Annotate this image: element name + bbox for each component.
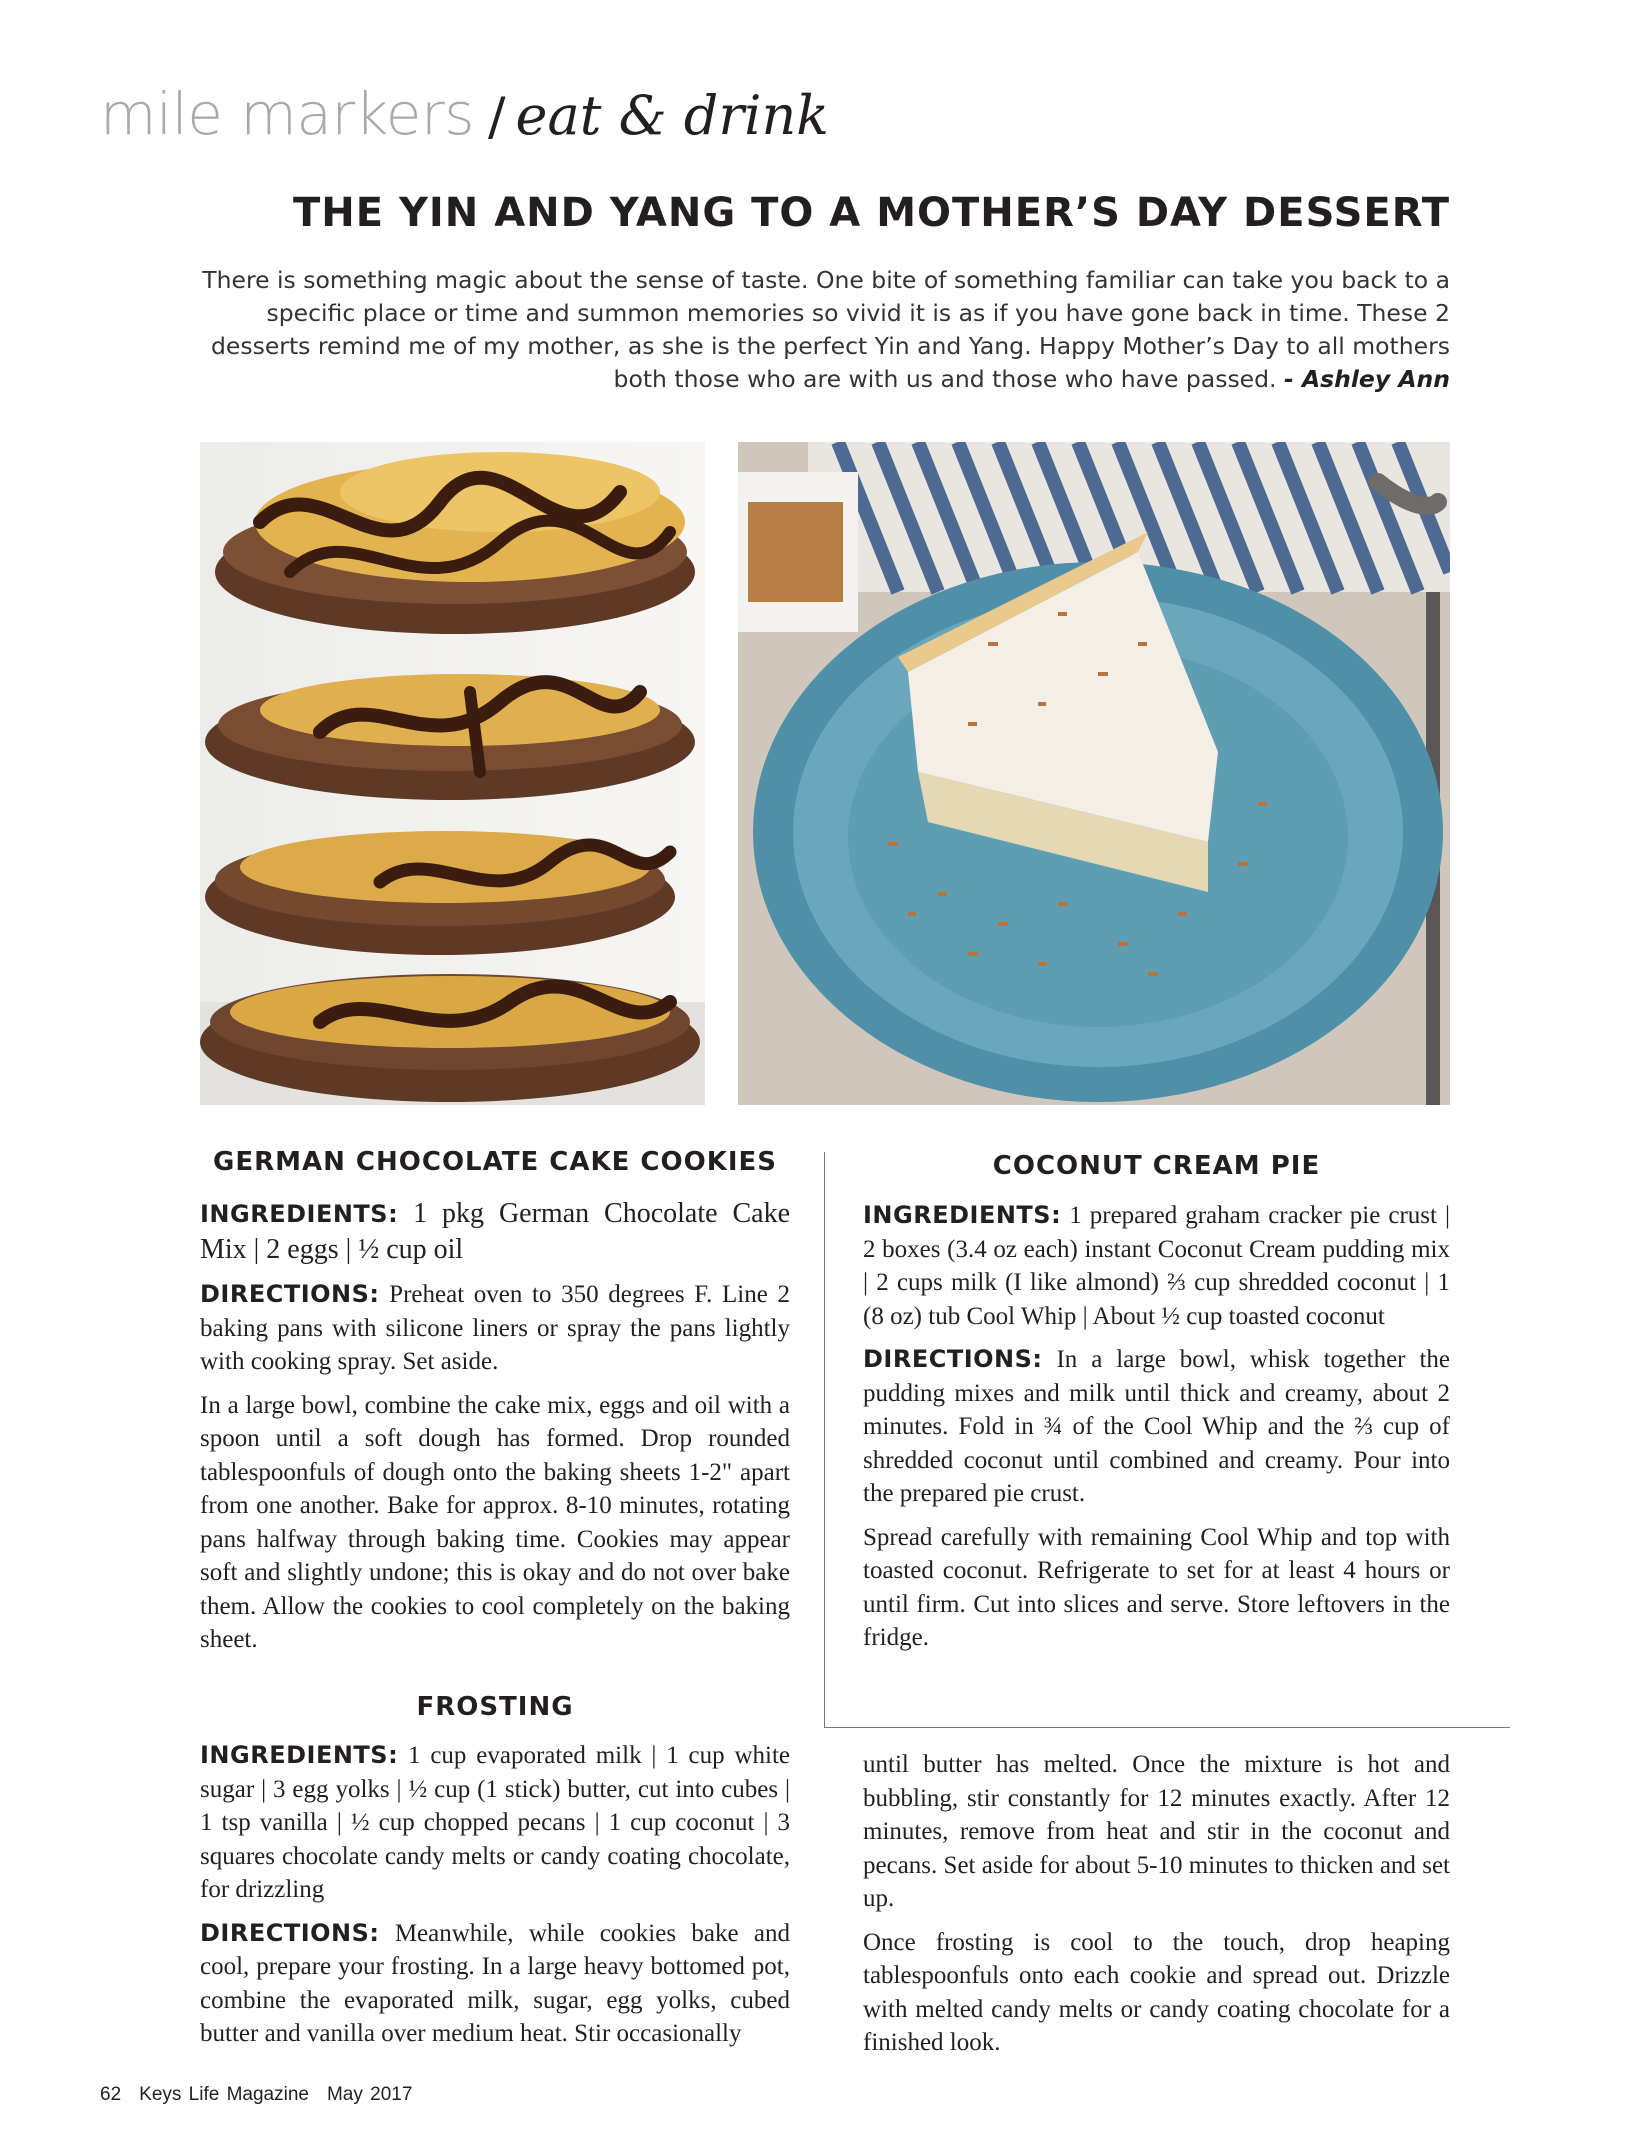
directions-label: DIRECTIONS: bbox=[200, 1280, 380, 1308]
cookie-stack-photo bbox=[200, 442, 705, 1105]
recipe-right-paragraph: Spread carefully with remaining Cool Whip and top with toasted coconut. Refrigerate to set for at least 4 hours or until firm. Cut into slices and serve. Store leftovers in the fridge. bbox=[863, 1523, 1450, 1651]
article-title: THE YIN AND YANG TO A MOTHER’S DAY DESSERT bbox=[292, 190, 1450, 236]
coconut-cream-pie-photo bbox=[738, 442, 1450, 1105]
frosting-finish-text: Once frosting is cool to the touch, drop heaping tablespoonfuls onto each cookie and spread out. Drizzle with melted candy melts or candy coating chocolate for a finished look. bbox=[863, 1928, 1450, 2056]
recipe-left-paragraph: In a large bowl, combine the cake mix, eggs and oil with a spoon until a soft dough has formed. Drop rounded tablespoonfuls of dough onto the baking sheets 1-2" apart from one another. Bake for approx. 8-10 minutes, rotating pans halfway through baking time. Cookies may appear soft and slightly undone; this is okay and do not over bake them. Allow the cookies to cool completely on the baking sheet. bbox=[200, 1391, 790, 1653]
recipe-right-title: COCONUT CREAM PIE bbox=[992, 1151, 1321, 1181]
cookie-stack-illustration bbox=[200, 442, 705, 1105]
column-divider bbox=[824, 1152, 825, 1728]
recipe-right-directions bbox=[863, 1343, 1450, 1511]
directions-label: DIRECTIONS: bbox=[200, 1918, 380, 1947]
frosting-continued bbox=[863, 1748, 1450, 2070]
article-author: - Ashley Ann bbox=[1284, 365, 1450, 393]
frosting-continued-text: until butter has melted. Once the mixture is hot and bubbling, stir constantly for 12 minutes exactly. After 12 minutes, remove from heat and stir in the coconut and pecans. Set aside for about 5-10 minutes to thicken and set up. bbox=[863, 1751, 1450, 1912]
issue-date: May 2017 bbox=[326, 2084, 413, 2105]
intro-text: There is something magic about the sense of taste. One bite of something familiar can take you back to a specific place or time and summon memories so vivid it is as if you have gone back in time. These 2 desserts remind me of my mother, as she is the perfect Yin and Yang. Happy Mother’s Day to all mothers both those who are with us and those who have passed. bbox=[202, 266, 1450, 393]
recipe-left-directions bbox=[200, 1278, 790, 1379]
frosting-title: FROSTING bbox=[416, 1692, 574, 1722]
ingredients-text: 1 pkg German Chocolate Cake Mix | 2 eggs | ½ cup oil bbox=[200, 1198, 791, 1265]
directions-text: Meanwhile, while cookies bake and cool, prepare your frosting. In a large heavy bottomed pot, combine the evaporated milk, sugar, egg yolks, cubed butter and vanilla over medium heat. Stir occasionally bbox=[200, 1919, 790, 2047]
ingredients-text: 1 prepared graham cracker pie crust | 2 boxes (3.4 oz each) instant Coconut Cream pudding mix | 2 cups milk (I like almond) ⅔ cup shredded coconut | 1 (8 oz) tub Cool Whip | About ½ cup toasted coconut bbox=[863, 1202, 1450, 1330]
frosting-directions bbox=[200, 1917, 790, 2051]
ingredients-text: 1 cup evaporated milk | 1 cup white sugar | 3 egg yolks | ½ cup (1 stick) butter, cut into cubes | 1 tsp vanilla | ½ cup chopped pecans | 1 cup coconut | 3 squares chocolate candy melts or candy coating chocolate, for drizzling bbox=[200, 1742, 791, 1903]
frosting-body bbox=[200, 1739, 790, 2061]
recipe-left-title: GERMAN CHOCOLATE CAKE COOKIES bbox=[212, 1147, 778, 1177]
ingredients-label: INGREDIENTS: bbox=[863, 1201, 1062, 1229]
directions-text: In a large bowl, whisk together the pudding mixes and milk until thick and creamy, about 2 minutes. Fold in ¾ of the Cool Whip and the ⅔ cup of shredded coconut until combined and creamy. Pour into the prepared pie crust. bbox=[863, 1346, 1450, 1507]
page-footer bbox=[100, 2084, 430, 2106]
section-header bbox=[100, 80, 829, 160]
section-name: mile markers bbox=[100, 80, 475, 148]
magazine-name: Keys Life Magazine bbox=[139, 2084, 309, 2105]
article-intro bbox=[200, 264, 1450, 396]
recipe-left-ingredients bbox=[200, 1196, 790, 1268]
page-number: 62 bbox=[100, 2084, 122, 2105]
frosting-ingredients bbox=[200, 1739, 790, 1907]
recipe-right-body bbox=[863, 1199, 1450, 1665]
ingredients-label: INGREDIENTS: bbox=[200, 1741, 399, 1769]
section-subtitle: eat & drink bbox=[515, 84, 829, 147]
ingredients-label: INGREDIENTS: bbox=[200, 1200, 399, 1228]
section-separator: / bbox=[488, 87, 506, 147]
directions-text: Preheat oven to 350 degrees F. Line 2 baking pans with silicone liners or spray the pans lightly with cooking spray. Set aside. bbox=[200, 1281, 790, 1375]
recipe-left-body bbox=[200, 1196, 790, 1667]
recipe-right-ingredients bbox=[863, 1199, 1450, 1333]
directions-label: DIRECTIONS: bbox=[863, 1345, 1043, 1373]
pie-illustration bbox=[738, 442, 1450, 1105]
recipe-divider bbox=[824, 1727, 1510, 1728]
